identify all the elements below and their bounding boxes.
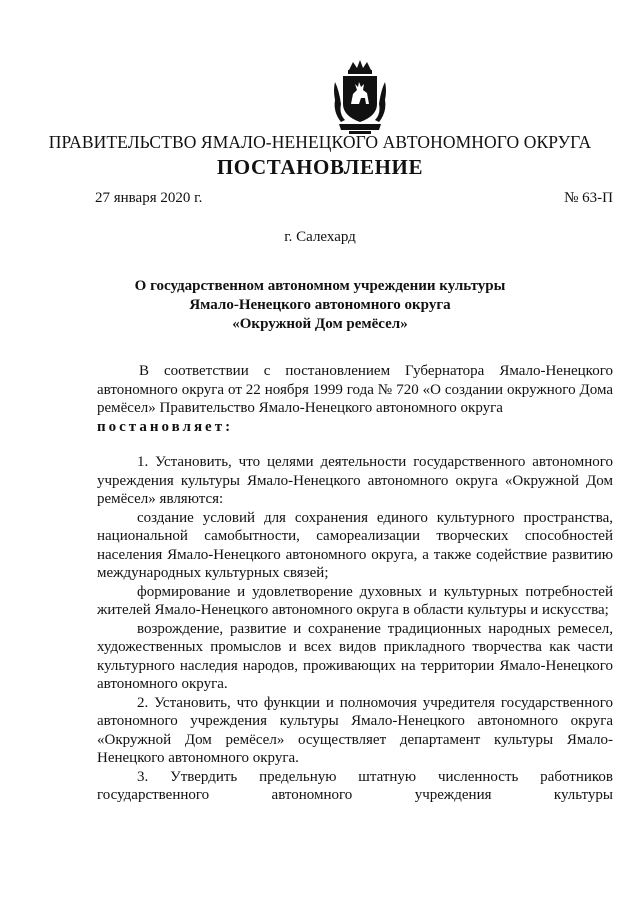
title-line-1: О государственном автономном учреждении культуры (134, 278, 506, 294)
title-line-3: «Окружной Дом ремёсел» (232, 316, 408, 332)
document-city: г. Салехард (284, 229, 356, 245)
document-date: 27 января 2020 г. (95, 190, 203, 206)
item-1: 1. Установить, что целями деятельности государственного автономного учреждения культуры Ямало-Ненецкого автономного округа «Окружной Дом ремёсел» являются: (97, 454, 613, 507)
decree-items (97, 453, 613, 805)
item-1-goal-b: формирование и удовлетворение духовных и культурных потребностей жителей Ямало-Ненецкого автономного округа в области культуры и искусства; (97, 583, 613, 618)
preamble (97, 362, 613, 436)
item-3: 3. Утвердить предельную штатную численность работников государственного автономного учреждения культуры (97, 768, 613, 803)
item-1-goal-a: создание условий для сохранения единого культурного пространства, национальной самобытности, самореализации творческих способностей населения Ямало-Ненецкого автономного округа, а также содействие развитию международных культурных связей; (97, 509, 613, 581)
title-line-2: Ямало-Ненецкого автономного округа (189, 297, 451, 313)
item-2: 2. Установить, что функции и полномочия учредителя государственного автономного учреждения культуры Ямало-Ненецкого автономного округа «Окружной Дом ремёсел» осуществляет департамент культуры Ямало-Ненецкого автономного округа. (97, 694, 613, 766)
document-number: № 63-П (564, 190, 613, 206)
document-type: ПОСТАНОВЛЕНИЕ (216, 155, 424, 179)
document-title (0, 277, 640, 334)
decides-word: постановляет: (97, 418, 234, 435)
item-1-goal-c: возрождение, развитие и сохранение традиционных народных ремесел, художественных промыслов и всех видов прикладного творчества как части культурного наследия народов, проживающих на территории Ямало-Ненецкого автономного округа. (97, 620, 613, 692)
coat-of-arms-icon (331, 60, 389, 136)
preamble-text: В соответствии с постановлением Губернатора Ямало-Ненецкого автономного округа от 22 ноября 1999 года № 720 «О создании окружного Дома ремёсел» Правительство Ямало-Ненецкого автономного округа (97, 363, 613, 416)
government-name: ПРАВИТЕЛЬСТВО ЯМАЛО-НЕНЕЦКОГО АВТОНОМНОГО ОКРУГА (48, 132, 592, 152)
